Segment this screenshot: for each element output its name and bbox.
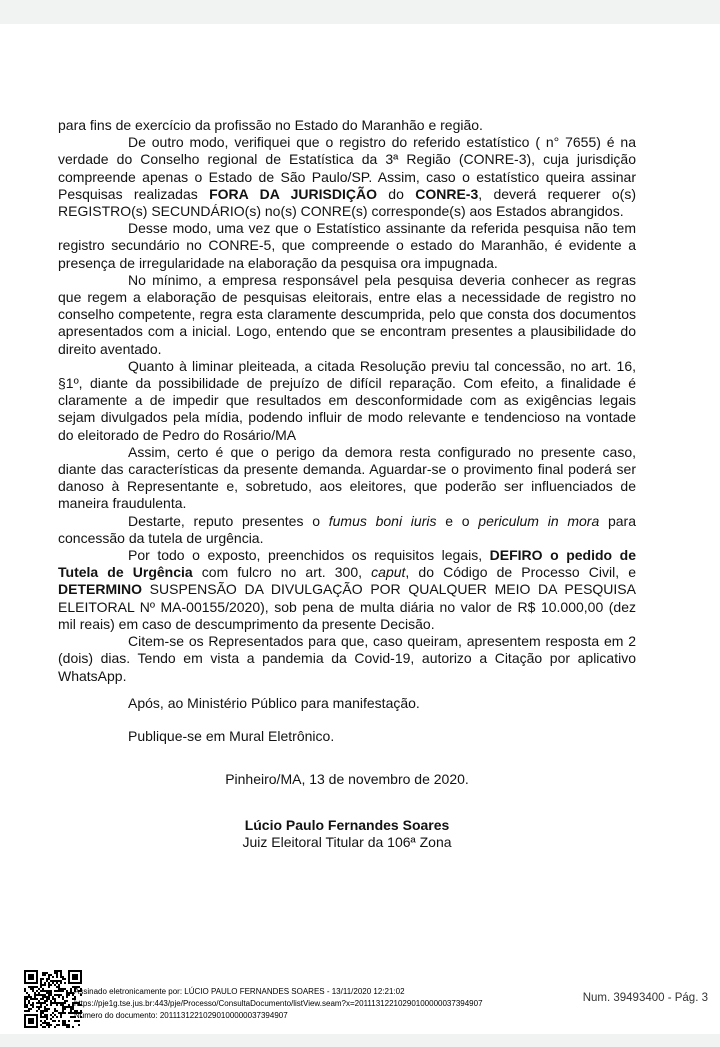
paragraph: De outro modo, verifiquei que o registro do referido estatístico ( n° 7655) é na verdade do Conselho regional de Estatística da 3ª Região (CONRE-3), cuja jurisdição compreende apenas o Estado de São Paulo/SP. Assim, caso o estatístico queira assinar Pesquisas realizadas FORA DA JURISDIÇÃO do CONRE-3, deverá requerer o(s) REGISTRO(s) SECUNDÁRIO(s) no(s) CONRE(s) corresponde(s) aos Estados abrangidos. [58,134,636,220]
date-line: Pinheiro/MA, 13 de novembro de 2020. [225,770,469,787]
paragraph: Por todo o exposto, preenchidos os requisitos legais, DEFIRO o pedido de Tutela de Urgência com fulcro no art. 300, caput, do Código de Processo Civil, e DETERMINO SUSPENSÃO DA DIVULGAÇÃO POR QUALQUER MEIO DA PESQUISA ELEITORAL Nº MA-00155/2020), sob pena de multa diária no valor de R$ 10.000,00 (dez mil reais) em caso de descumprimento da presente Decisão. [58,547,637,632]
signature-name: Lúcio Paulo Fernandes Soares [244,817,450,834]
paragraph: Desse modo, uma vez que o Estatístico assinante da referida pesquisa não tem registro secundário no CONRE-5, que compreende o estado do Maranhão, é evidente a presença de irregularidade na elaboração da pesquisa ora impugnada. [58,220,636,271]
signature-stamp [74,986,483,1023]
viewer-top-gutter [0,0,720,24]
paragraph: para fins de exercício da profissão no Estado do Maranhão e região. [58,117,483,133]
signed-by-line: Assinado eletronicamente por: LÚCIO PAULO FERNANDES SOARES - 13/11/2020 12:21:02 [74,987,405,996]
paragraph: Destarte, reputo presentes o fumus boni iuris e o periculum in mora para concessão da tutela de urgência. [58,512,637,546]
signature-title: Juiz Eleitoral Titular da 106ª Zona [242,834,452,851]
paragraph: Quanto à liminar pleiteada, a citada Resolução previu tal concessão, no art. 16, §1º, diante da possibilidade de prejuízo de difícil reparação. Com efeito, a finalidade é claramente a de impedir que resultados em desconformidade com as exigências legais sejam divulgados pela mídia, podendo influir de modo relevante e tendencioso na vontade do eleitorado de Pedro do Rosário/MA [58,357,636,443]
document-body [58,117,636,852]
document-number-line: Número do documento: 20111312210290100000037394907 [74,1011,288,1021]
document-url-line: https://pje1g.tse.jus.br:443/pje/Processo/ConsultaDocumento/listView.seam?x=20111312210290100000037394907 [74,999,483,1009]
viewer-bottom-gutter [0,1034,720,1047]
page-number-label: Num. 39493400 - Pág. 3 [582,992,708,1004]
paragraph: Assim, certo é que o perigo da demora resta configurado no presente caso, diante das características da presente demanda. Aguardar-se o provimento final poderá ser danoso à Representante e, sobretudo, aos eleitores, que poderão ser influenciados de maneira fraudulenta. [58,443,636,512]
paragraph: Publique-se em Mural Eletrônico. [128,727,335,744]
paragraph: Após, ao Ministério Público para manifestação. [128,695,420,711]
paragraph: Citem-se os Representados para que, caso queiram, apresentem resposta em 2 (dois) dias. Tendo em vista a pandemia da Covid-19, autorizo a Citação por aplicativo WhatsApp. [58,633,636,684]
paragraph: No mínimo, a empresa responsável pela pesquisa deveria conhecer as regras que regem a elaboração de pesquisas eleitorais, entre elas a necessidade de registro no conselho competente, regra esta claramente descumprida, pelo que consta dos documentos apresentados com a inicial. Logo, entendo que se encontram presentes a plausibilidade do direito aventado. [58,271,636,357]
